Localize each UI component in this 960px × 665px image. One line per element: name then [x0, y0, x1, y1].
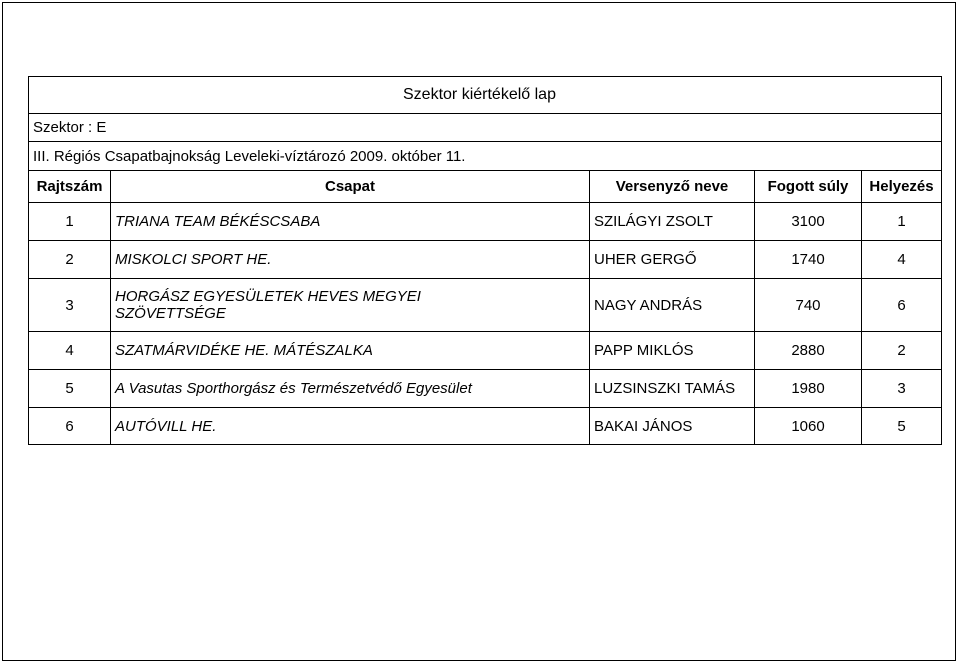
table-row	[29, 279, 942, 332]
cell-team: MISKOLCI SPORT HE.	[111, 241, 590, 279]
cell-place: 1	[862, 203, 942, 241]
cell-team: A Vasutas Sporthorgász és Természetvédő Egyesület	[111, 370, 590, 408]
cell-start-number: 1	[29, 203, 111, 241]
cell-place: 3	[862, 370, 942, 408]
cell-weight: 2880	[755, 332, 862, 370]
document-title: Szektor kiértékelő lap	[403, 86, 556, 103]
header-weight: Fogott súly	[755, 171, 862, 203]
document-title-cell	[29, 77, 942, 114]
header-competitor: Versenyző neve	[590, 171, 755, 203]
cell-competitor: SZILÁGYI ZSOLT	[590, 203, 755, 241]
table-row	[29, 241, 942, 279]
cell-weight: 1060	[755, 408, 862, 445]
sector-line-cell	[29, 114, 942, 142]
table-row	[29, 203, 942, 241]
header-place: Helyezés	[862, 171, 942, 203]
cell-start-number: 2	[29, 241, 111, 279]
cell-weight: 1740	[755, 241, 862, 279]
cell-team: HORGÁSZ EGYESÜLETEK HEVES MEGYEI SZÖVETTSÉGE	[111, 279, 590, 332]
cell-start-number: 3	[29, 279, 111, 332]
table-header-row	[29, 171, 942, 203]
cell-start-number: 4	[29, 332, 111, 370]
table-row	[29, 332, 942, 370]
cell-place: 6	[862, 279, 942, 332]
cell-team: SZATMÁRVIDÉKE HE. MÁTÉSZALKA	[111, 332, 590, 370]
event-line-cell	[29, 142, 942, 171]
cell-place: 2	[862, 332, 942, 370]
sector-line: Szektor : E	[33, 119, 107, 136]
cell-weight: 3100	[755, 203, 862, 241]
cell-place: 5	[862, 408, 942, 445]
cell-competitor: PAPP MIKLÓS	[590, 332, 755, 370]
header-team: Csapat	[111, 171, 590, 203]
cell-competitor: BAKAI JÁNOS	[590, 408, 755, 445]
table-row	[29, 370, 942, 408]
event-line: III. Régiós Csapatbajnokság Leveleki-víztározó 2009. október 11.	[33, 147, 466, 165]
cell-competitor: UHER GERGŐ	[590, 241, 755, 279]
cell-start-number: 6	[29, 408, 111, 445]
cell-place: 4	[862, 241, 942, 279]
cell-competitor: NAGY ANDRÁS	[590, 279, 755, 332]
header-start-number: Rajtszám	[29, 171, 111, 203]
cell-weight: 740	[755, 279, 862, 332]
cell-competitor: LUZSINSZKI TAMÁS	[590, 370, 755, 408]
table-row	[29, 408, 942, 445]
cell-weight: 1980	[755, 370, 862, 408]
cell-team: TRIANA TEAM BÉKÉSCSABA	[111, 203, 590, 241]
cell-team: AUTÓVILL HE.	[111, 408, 590, 445]
cell-start-number: 5	[29, 370, 111, 408]
sector-evaluation-table	[28, 76, 942, 445]
